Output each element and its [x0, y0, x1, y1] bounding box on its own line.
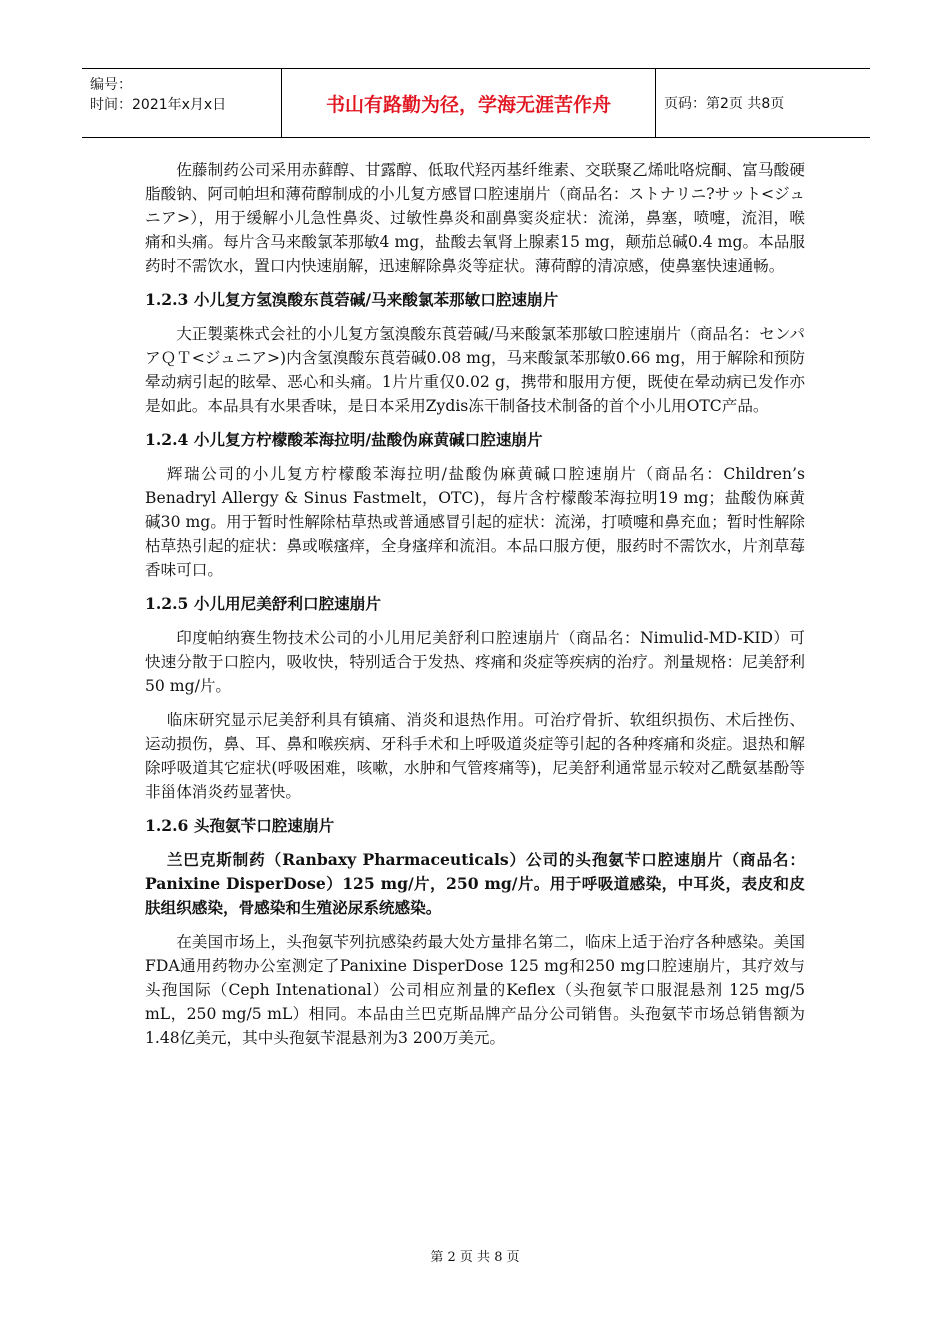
heading-1-2-3: 1.2.3 小儿复方氢溴酸东莨菪碱/马来酸氯苯那敏口腔速崩片 [145, 290, 559, 309]
page-footer: 第 2 页 共 8 页 [430, 1250, 520, 1265]
heading-1-2-4: 1.2.4 小儿复方柠檬酸苯海拉明/盐酸伪麻黄碱口腔速崩片 [145, 430, 543, 449]
paragraph-senpaa: 大正製薬株式会社的小儿复方氢溴酸东莨菪碱/马来酸氯苯那敏口腔速崩片（商品名：センパアＱＴ<ジュニア>)内含氢溴酸东莨菪碱0.08 mg，马来酸氯苯那敏0.66 mg，用于解除和预防晕动病引起的眩晕、恶心和头痛。1片片重仅0.02 g，携带和服用方便，既使在晕动病已发作亦是如此。本品具有水果香味，是日本采用Zydis冻干制备技术制备的首个小儿用OTC产品。 [145, 325, 805, 415]
heading-1-2-5: 1.2.5 小儿用尼美舒利口腔速崩片 [145, 594, 381, 613]
heading-1-2-6: 1.2.6 头孢氨苄口腔速崩片 [145, 816, 335, 835]
header-code: 编号： [90, 77, 132, 93]
paragraph-us-market: 在美国市场上，头孢氨苄列抗感染药最大处方量排名第二，临床上适于治疗各种感染。美国FDA通用药物办公室测定了Panixine DisperDose 125 mg和250 mg口腔速崩片，其疗效与头孢国际（Ceph Intenational）公司相应剂量的Keflex（头孢氨苄口服混悬剂 125 mg/5 mL，250 mg/5 mL）相同。本品由兰巴克斯品牌产品分公司销售。头孢氨苄市场总销售额为1.48亿美元，其中头孢氨苄混悬剂为3 200万美元。 [145, 933, 805, 1047]
paragraph-nimulid: 印度帕纳赛生物技术公司的小儿用尼美舒利口腔速崩片（商品名：Nimulid-MD-KID）可快速分散于口腔内，吸收快，特别适合于发热、疼痛和炎症等疾病的治疗。剂量规格：尼美舒利50 mg/片。 [145, 629, 805, 695]
header-meta [82, 69, 282, 137]
paragraph-benadryl: 辉瑞公司的小儿复方柠檬酸苯海拉明/盐酸伪麻黄碱口腔速崩片（商品名：Children’s Benadryl Allergy & Sinus Fastmelt，OTC)，每片含柠檬酸苯海拉明19 mg；盐酸伪麻黄碱30 mg。用于暂时性解除枯草热或普通感冒引起的症状：流涕，打喷嚏和鼻充血；暂时性解除枯草热引起的症状：鼻或喉瘙痒，全身瘙痒和流泪。本品口服方便，服药时不需饮水，片剂草莓香味可口。 [145, 465, 805, 579]
paragraph-nimesulide-clinical: 临床研究显示尼美舒利具有镇痛、消炎和退热作用。可治疗骨折、软组织损伤、术后挫伤、运动损伤，鼻、耳、鼻和喉疾病、牙科手术和上呼吸道炎症等引起的各种疼痛和炎症。退热和解除呼吸道其它症状(呼吸困难，咳嗽，水肿和气管疼痛等)，尼美舒利通常显示较对乙酰氨基酚等非甾体消炎药显著快。 [145, 711, 805, 801]
paragraph-stonarini: 佐藤制药公司采用赤藓醇、甘露醇、低取代羟丙基纤维素、交联聚乙烯吡咯烷酮、富马酸硬脂酸钠、阿司帕坦和薄荷醇制成的小儿复方感冒口腔速崩片（商品名：ストナリニ?サット<ジュニア>），用于缓解小儿急性鼻炎、过敏性鼻炎和副鼻窦炎症状：流涕，鼻塞，喷嚏，流泪，喉痛和头痛。每片含马来酸氯苯那敏4 mg，盐酸去氧肾上腺素15 mg，颠茄总碱0.4 mg。本品服药时不需饮水，置口内快速崩解，迅速解除鼻炎等症状。薄荷醇的清凉感，使鼻塞快速通畅。 [145, 161, 805, 275]
header-page-number: 页码：第2页 共8页 [664, 96, 785, 112]
header-time: 时间：2021年x月x日 [90, 97, 227, 113]
paragraph-ranbaxy: 兰巴克斯制药（Ranbaxy Pharmaceuticals）公司的头孢氨苄口腔速崩片（商品名：Panixine DisperDose）125 mg/片，250 mg/片。用于呼吸道感染，中耳炎，表皮和皮肤组织感染，骨感染和生殖泌尿系统感染。 [145, 850, 805, 917]
header-motto: 书山有路勤为径，学海无涯苦作舟 [282, 69, 656, 137]
document-body [145, 158, 805, 1050]
page-header [82, 68, 870, 138]
